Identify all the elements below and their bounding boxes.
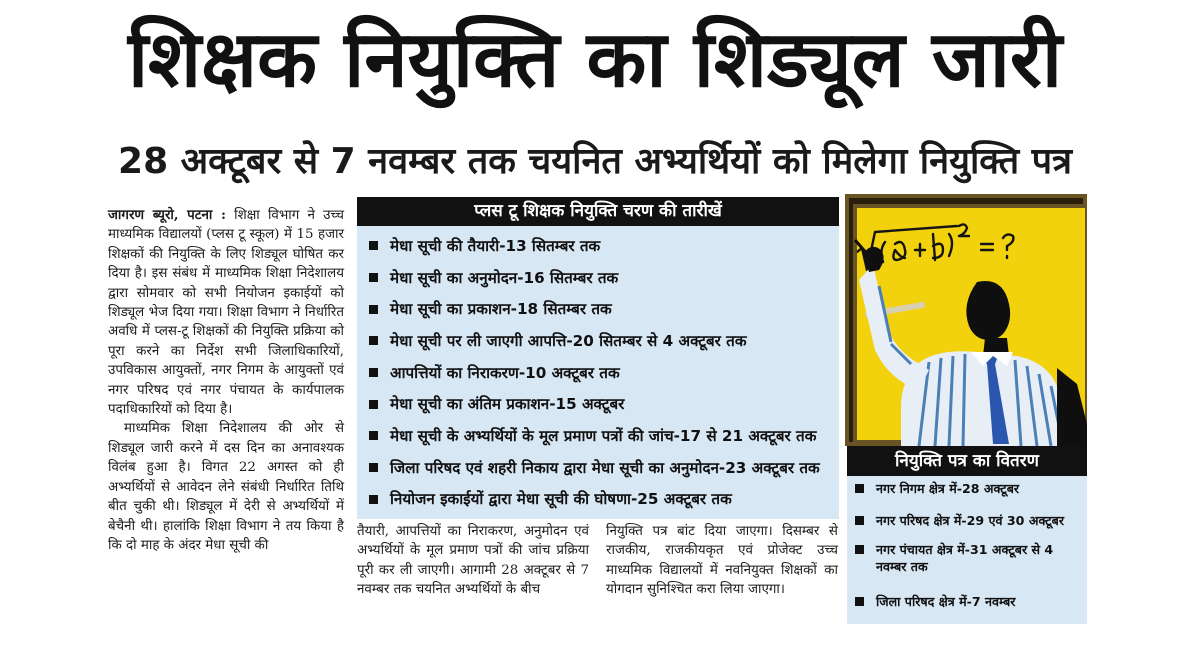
schedule-list (357, 230, 839, 515)
bullet-square-icon (369, 431, 378, 440)
headline: शिक्षक नियुक्ति का शिड्यूल जारी (127, 15, 1063, 105)
schedule-box (357, 197, 839, 519)
schedule-item-text: नियोजन इकाईयों द्वारा मेधा सूची की घोषणा-25 अक्टूबर तक (390, 490, 732, 509)
teacher-at-blackboard-icon (845, 194, 1087, 446)
bullet-square-icon (369, 463, 378, 472)
subheadline: 28 अक्टूबर से 7 नवम्बर तक चयनित अभ्यर्थियों को मिलेगा नियुक्ति पत्र (118, 141, 1072, 182)
teacher-illustration (845, 194, 1087, 446)
schedule-box-title: प्लस टू शिक्षक नियुक्ति चरण की तारीखें (357, 197, 839, 226)
distribution-item (847, 512, 1087, 541)
schedule-item-text: मेधा सूची का अनुमोदन-16 सितम्बर तक (390, 268, 619, 287)
schedule-item (357, 293, 839, 325)
article-column-2: तैयारी, आपत्तियों का निराकरण, अनुमोदन एवं अभ्यर्थियों के मूल प्रमाण पत्रों की जांच प्रक्रिया पूरी कर ली जाएगी। आगामी 28 अक्टूबर से 7 नवम्बर तक चयनित अभ्यर्थियों के बीच (357, 524, 589, 598)
article-paragraph-1 (108, 206, 344, 419)
schedule-item-text: आपत्तियों का निराकरण-10 अक्टूबर तक (390, 363, 620, 382)
distribution-item (847, 593, 1087, 610)
schedule-item (357, 420, 839, 452)
bullet-square-icon (369, 273, 378, 282)
schedule-item-text: मेधा सूची का अंतिम प्रकाशन-15 अक्टूबर (390, 395, 625, 414)
distribution-item-text: नगर परिषद क्षेत्र में-29 एवं 30 अक्टूबर (876, 513, 1065, 528)
schedule-item (357, 357, 839, 389)
schedule-item-text: जिला परिषद एवं शहरी निकाय द्वारा मेधा सूची का अनुमोदन-23 अक्टूबर तक (390, 458, 820, 477)
schedule-item-text: मेधा सूची का प्रकाशन-18 सितम्बर तक (390, 300, 612, 319)
distribution-item-text: नगर निगम क्षेत्र में-28 अक्टूबर (876, 481, 1020, 496)
distribution-box (847, 446, 1087, 624)
bullet-square-icon (369, 305, 378, 314)
schedule-item (357, 484, 839, 516)
bullet-square-icon (855, 597, 864, 606)
bullet-square-icon (369, 336, 378, 345)
article-column-1 (108, 206, 344, 555)
bullet-square-icon (855, 545, 864, 554)
schedule-item-text: मेधा सूची की तैयारी-13 सितम्बर तक (390, 236, 601, 255)
article-text-1: शिक्षा विभाग ने उच्च माध्यमिक विद्यालयों (प्लस टू स्कूल) में 15 हजार शिक्षकों की नियुक्ति के लिए शिड्यूल घोषित कर दिया है। इस संबंध में माध्यमिक शिक्षा निदेशालय द्वारा सोमवार को सभी नियोजन इकाईयों को शिड्यूल भेज दिया गया। शिक्षा विभाग ने निर्धारित अवधि में प्लस-टू शिक्षकों की नियुक्ति प्रक्रिया को पूरा करने का निर्देश सभी जिलाधिकारियों, उपविकास आयुक्तों, नगर निगम के आयुक्तों एवं नगर परिषद एवं नगर पंचायत के कार्यपालक पदाधिकारियों को दिया है। (108, 208, 344, 418)
distribution-item (847, 541, 1087, 593)
distribution-item-text: जिला परिषद क्षेत्र में-7 नवम्बर (876, 594, 1016, 609)
schedule-item-text: मेधा सूची के अभ्यर्थियों के मूल प्रमाण पत्रों की जांच-17 से 21 अक्टूबर तक (390, 426, 817, 445)
distribution-list (847, 480, 1087, 610)
distribution-item (847, 480, 1087, 512)
schedule-item (357, 262, 839, 294)
schedule-item (357, 388, 839, 420)
bullet-square-icon (369, 400, 378, 409)
bullet-square-icon (369, 241, 378, 250)
distribution-box-title: नियुक्ति पत्र का वितरण (847, 446, 1087, 476)
bullet-square-icon (369, 495, 378, 504)
byline: जागरण ब्यूरो, पटना : (108, 207, 226, 223)
distribution-item-text: नगर पंचायत क्षेत्र में-31 अक्टूबर से 4 नवम्बर तक (876, 542, 1054, 574)
schedule-item (357, 452, 839, 484)
bullet-square-icon (855, 484, 864, 493)
bullet-square-icon (369, 368, 378, 377)
bullet-square-icon (855, 516, 864, 525)
article-paragraph-2: माध्यमिक शिक्षा निदेशालय की ओर से शिड्यूल जारी करने में दस दिन का अनावश्यक विलंब हुआ है। विगत 22 अगस्त को ही अभ्यर्थियों से आवेदन लेने संबंधी निर्धारित तिथि बीत चुकी थी। शिड्यूल में देरी से अभ्यर्थियों में बेचैनी थी। हालांकि शिक्षा विभाग ने तय किया है कि दो माह के अंदर मेधा सूची की (108, 421, 344, 553)
schedule-item-text: मेधा सूची पर ली जाएगी आपत्ति-20 सितम्बर से 4 अक्टूबर तक (390, 331, 747, 350)
article-column-3: नियुक्ति पत्र बांट दिया जाएगा। दिसम्बर से राजकीय, राजकीयकृत एवं प्रोजेक्ट उच्च माध्यमिक विद्यालयों में नवनियुक्त शिक्षकों का योगदान सुनिश्चित करा लिया जाएगा। (606, 524, 838, 598)
schedule-item (357, 230, 839, 262)
schedule-item (357, 325, 839, 357)
